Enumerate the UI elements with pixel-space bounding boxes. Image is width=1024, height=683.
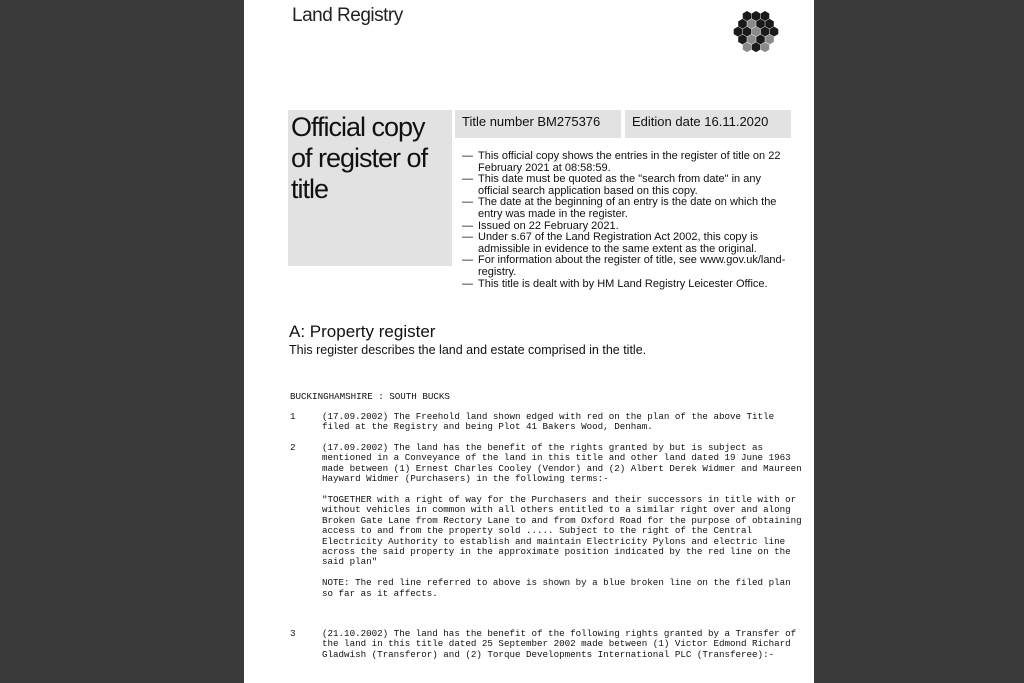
logo-hexagon	[738, 19, 747, 29]
note-item: — The date at the beginning of an entry is the date on which the entry was made in the register.	[462, 197, 792, 220]
logo-hexagon	[734, 27, 743, 37]
entry-body	[322, 412, 802, 443]
brand-name: Land Registry	[292, 5, 403, 26]
note-item: — Issued on 22 February 2021.	[462, 221, 792, 233]
entry-body	[322, 443, 802, 609]
logo-hexagon	[747, 34, 756, 44]
entry-number: 3	[290, 628, 296, 639]
entry-paragraph: (17.09.2002) The Freehold land shown edged with red on the plan of the above Title filed at the Registry and being Plot 41 Bakers Wood, Denham.	[322, 411, 775, 433]
entry-paragraph: (17.09.2002) The land has the benefit of the rights granted by but is subject as mentioned in a Conveyance of the land in this title and other land dated 19 June 1963 made between (1) Ernest Charles Cooley (Vendor) and (2) Albert Derek Widmer and Maureen Hayward Widmer (Purchasers) in the following terms:-	[322, 442, 802, 485]
entry-number: 2	[290, 442, 296, 453]
logo-hexagon	[761, 27, 770, 37]
note-item: — This date must be quoted as the "search from date" in any official search application based on this copy.	[462, 174, 792, 197]
section-title: A: Property register	[289, 322, 436, 341]
logo-hexagon	[756, 34, 765, 44]
note-item: — For information about the register of title, see www.gov.uk/land-registry.	[462, 255, 792, 278]
document-page	[244, 0, 814, 683]
edition-date-box	[625, 110, 791, 138]
entry-number: 1	[290, 411, 296, 422]
logo-hexagon	[756, 19, 765, 29]
edition-date: Edition date 16.11.2020	[632, 114, 769, 129]
entry-paragraph: "TOGETHER with a right of way for the Purchasers and their successors in title with or without vehicles in common with all others entitled to a similar right over and along Broken Gate Lane from Rectory Lane to and from Oxford Road for the purpose of obtaining access to and from the property sold ..... Subject to the right of the Central Electricity Authority to establish and maintain Electricity Pylons and electric line across the said property in the approximate position indicated by the red line on the said plan"	[322, 494, 802, 568]
logo-hexagon	[743, 42, 752, 52]
note-item: — This official copy shows the entries in the register of title on 22 February 2021 at 08:58:59.	[462, 151, 792, 174]
logo-hexagon	[752, 11, 761, 21]
entry-paragraph: NOTE: The red line referred to above is shown by a blue broken line on the filed plan so far as it affects.	[322, 577, 791, 599]
note-item: — Under s.67 of the Land Registration Act 2002, this copy is admissible in evidence to the same extent as the original.	[462, 232, 792, 255]
title-heading-box	[288, 110, 452, 266]
logo-hexagon	[765, 19, 774, 29]
logo-hexagon	[752, 27, 761, 37]
page-title: Official copy of register of title	[291, 112, 428, 204]
logo-hexagon	[761, 11, 770, 21]
entry-body	[322, 629, 802, 671]
notes-list	[462, 151, 792, 290]
county-line: BUCKINGHAMSHIRE : SOUTH BUCKS	[290, 391, 450, 402]
entry-paragraph: (21.10.2002) The land has the benefit of the following rights granted by a Transfer of the land in this title dated 25 September 2002 made between (1) Victor Edmond Richard Gladwish (Transferor) and (2) Torque Developments International PLC (Transferee):-	[322, 628, 797, 660]
title-number: Title number BM275376	[462, 114, 601, 129]
logo-hexagon	[765, 34, 774, 44]
logo-hexagon	[752, 42, 761, 52]
logo-hexagon	[743, 27, 752, 37]
logo-hexagon	[743, 11, 752, 21]
hexagon-cluster-logo-icon	[726, 8, 786, 64]
logo-hexagon	[770, 27, 779, 37]
note-item: — This title is dealt with by HM Land Registry Leicester Office.	[462, 279, 792, 291]
logo-hexagon	[747, 19, 756, 29]
title-number-box	[455, 110, 621, 138]
section-subtitle: This register describes the land and estate comprised in the title.	[289, 343, 647, 357]
logo-hexagon	[738, 34, 747, 44]
logo-hexagon	[761, 42, 770, 52]
